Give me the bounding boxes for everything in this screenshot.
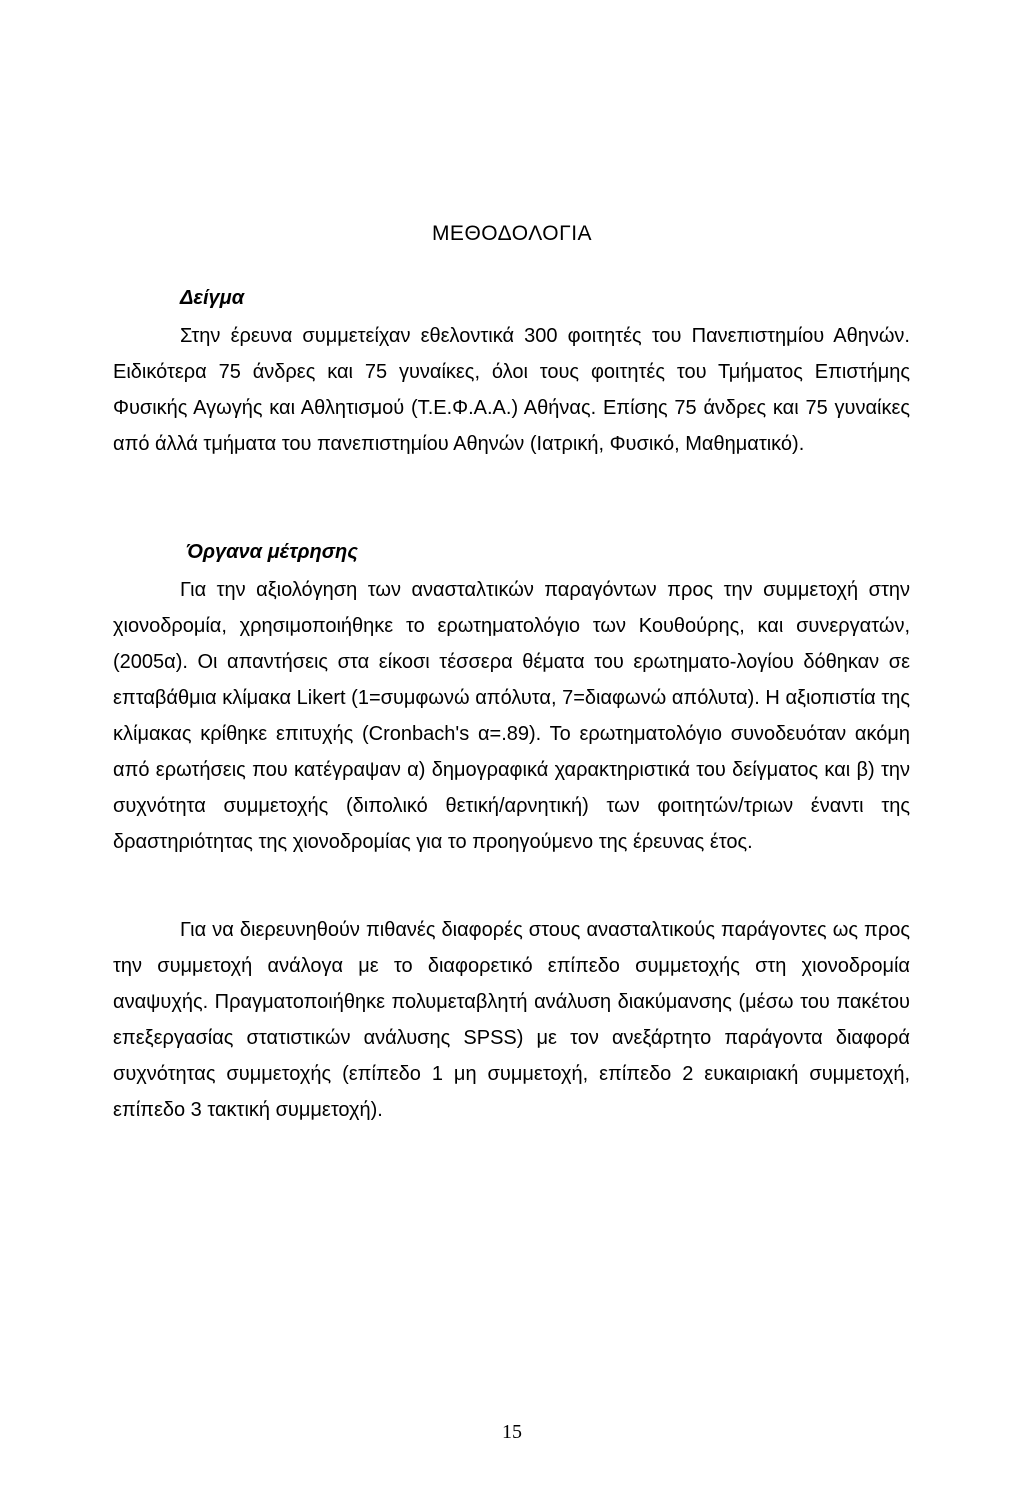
document-title: ΜΕΘΟΔΟΛΟΓΙΑ bbox=[431, 222, 593, 245]
section-heading-instruments: Όργανα μέτρησης bbox=[186, 541, 358, 563]
page-number: 15 bbox=[502, 1421, 522, 1443]
paragraph-instruments-2: Για να διερευνηθούν πιθανές διαφορές στους ανασταλτικούς παράγοντες ως προς την συμμετοχή ανάλογα με το διαφορετικό επίπεδο συμμετοχής στη χιονοδρομία αναψυχής. Πραγματοποιήθηκε πολυμεταβλητή ανάλυση διακύμανσης (μέσω του πακέτου επεξεργασίας στατιστικών ανάλυσης SPSS) με τον ανεξάρτητο παράγοντα διαφορά συχνότητας συμμετοχής (επίπεδο 1 μη συμμετοχή, επίπεδο 2 ευκαιριακή συμμετοχή, επίπεδο 3 τακτική συμμετοχή). bbox=[113, 919, 910, 1121]
section-heading-sample: Δείγμα bbox=[180, 287, 245, 309]
paragraph-instruments-1: Για την αξιολόγηση των ανασταλτικών παραγόντων προς την συμμετοχή στην χιονοδρομία, χρησιμοποιήθηκε το ερωτηματολόγιο των Κουθούρης, και συνεργατών, (2005α). Οι απαντήσεις στα είκοσι τέσσερα θέματα του ερωτηματο-λογίου δόθηκαν σε επταβάθμια κλίμακα Likert (1=συμφωνώ απόλυτα, 7=διαφωνώ απόλυτα). Η αξιοπιστία της κλίμακας κρίθηκε επιτυχής (Cronbach's α=.89). Το ερωτηματολόγιο συνοδευόταν ακόμη από ερωτήσεις που κατέγραψαν α) δημογραφικά χαρακτηριστικά του δείγματος και β) την συχνότητα συμμετοχής (διπολικό θετική/αρνητική) των φοιτητών/τριων έναντι της δραστηριότητας της χιονοδρομίας για το προηγούμενο της έρευνας έτος. bbox=[113, 579, 910, 853]
paragraph-sample: Στην έρευνα συμμετείχαν εθελοντικά 300 φοιτητές του Πανεπιστημίου Αθηνών. Ειδικότερα 75 άνδρες και 75 γυναίκες, όλοι τους φοιτητές του Τμήματος Επιστήμης Φυσικής Αγωγής και Αθλητισμού (Τ.Ε.Φ.Α.Α.) Αθήνας. Επίσης 75 άνδρες και 75 γυναίκες από άλλά τμήματα του πανεπιστημίου Αθηνών (Ιατρική, Φυσικό, Μαθηματικό). bbox=[113, 325, 910, 455]
